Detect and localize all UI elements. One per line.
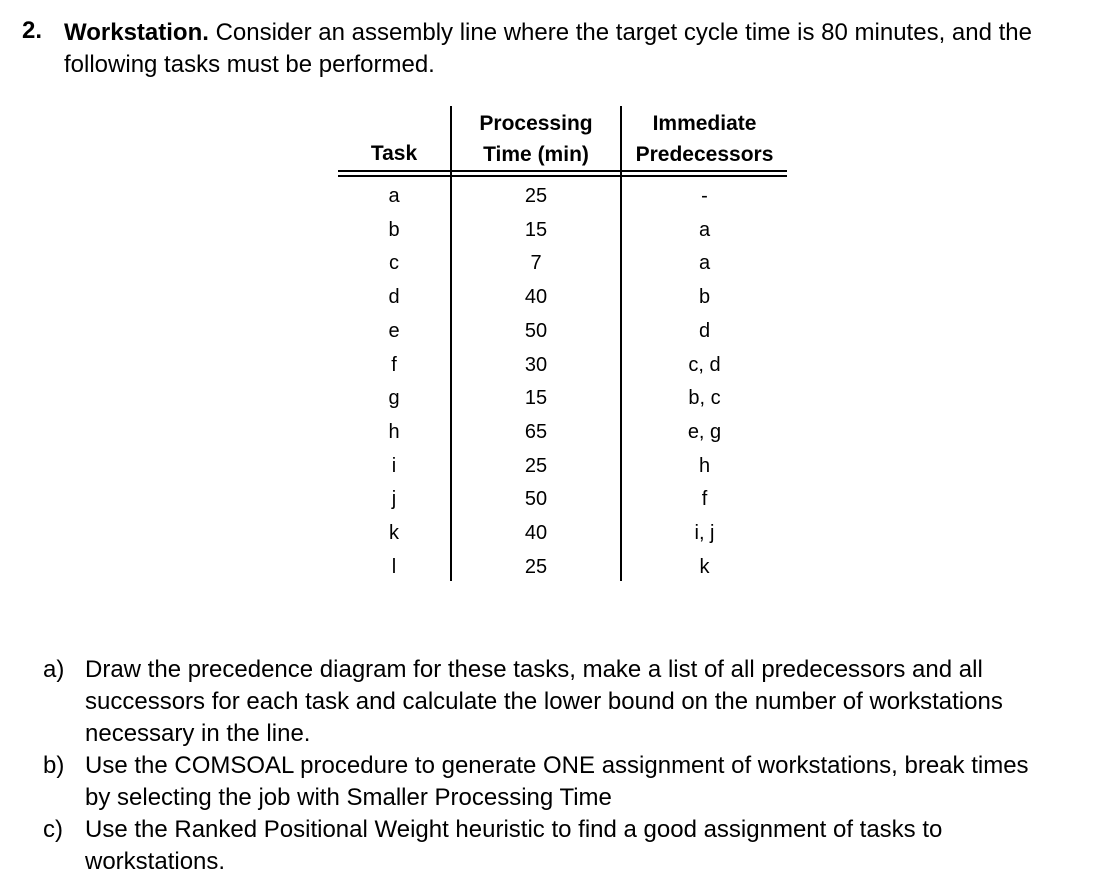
- table-cell-pred: b: [698, 286, 711, 309]
- table-cell-task: e: [388, 319, 400, 342]
- table-cell-pred: c, d: [688, 353, 721, 376]
- table-cell-task: a: [388, 185, 400, 207]
- table-cell-time: 7: [530, 252, 542, 275]
- part-text: [85, 654, 1105, 750]
- question-title: Workstation.: [64, 19, 209, 46]
- table-cell-pred: d: [698, 319, 711, 342]
- table-cell-time: 40: [524, 522, 548, 544]
- part-text-line: workstations.: [85, 848, 226, 875]
- table-cell-task: k: [389, 522, 399, 544]
- header-time-line2: Time (min): [483, 143, 589, 166]
- header-rule-top: [338, 170, 787, 172]
- table-cell-time: 30: [524, 353, 548, 376]
- table-cell-task: c: [389, 252, 399, 275]
- table-cell-time: 15: [524, 218, 548, 241]
- table-cell-pred: h: [698, 454, 711, 477]
- header-task: Task: [370, 142, 418, 165]
- part-text-line: successors for each task and calculate the lower bound on the number of workstations: [85, 688, 1003, 715]
- table-cell-pred: k: [699, 555, 710, 578]
- table-cell-task: h: [388, 420, 400, 443]
- table-cell-task: d: [388, 286, 400, 309]
- question-text-line2: following tasks must be performed.: [64, 51, 435, 78]
- part-text-line: Use the Ranked Positional Weight heuristic to find a good assignment of tasks to: [85, 816, 943, 843]
- table-cell-time: 25: [524, 185, 548, 207]
- table-cell-pred: -: [701, 185, 708, 207]
- header-time-line1: Processing: [479, 112, 593, 135]
- question-number: 2.: [22, 17, 43, 44]
- header-pred-line2: Predecessors: [635, 143, 774, 166]
- part-label: b): [43, 752, 65, 779]
- table-cell-time: 25: [524, 555, 548, 578]
- table-cell-task: i: [391, 454, 397, 477]
- table-cell-task: l: [391, 555, 397, 578]
- part-text-line: necessary in the line.: [85, 720, 311, 747]
- header-pred-line1: Immediate: [652, 112, 757, 135]
- table-cell-pred: e, g: [687, 420, 722, 443]
- part-text: [85, 814, 1105, 878]
- table-cell-task: g: [388, 387, 400, 410]
- table-cell-time: 40: [524, 286, 548, 309]
- table-cell-time: 15: [524, 387, 548, 410]
- table-cell-time: 65: [524, 420, 548, 443]
- table-cell-task: j: [391, 488, 397, 511]
- table-cell-time: 25: [524, 454, 548, 477]
- part-text: [85, 750, 1105, 814]
- table-cell-task: f: [391, 353, 397, 376]
- table-cell-task: b: [388, 218, 400, 241]
- question-text-line1: Consider an assembly line where the target cycle time is 80 minutes, and the: [208, 19, 1032, 46]
- table-cell-pred: a: [698, 252, 711, 275]
- table-cell-pred: i, j: [694, 522, 715, 544]
- table-cell-time: 50: [524, 319, 548, 342]
- task-table: [338, 106, 787, 581]
- question-text: [64, 17, 1109, 81]
- part-text-line: by selecting the job with Smaller Processing Time: [85, 784, 612, 811]
- part-text-line: Draw the precedence diagram for these tasks, make a list of all predecessors and all: [85, 656, 983, 683]
- table-cell-pred: f: [701, 488, 708, 511]
- part-label: a): [43, 656, 65, 683]
- part-text-line: Use the COMSOAL procedure to generate ONE assignment of workstations, break times: [85, 752, 1029, 779]
- header-rule-bottom: [338, 175, 787, 177]
- part-label: c): [43, 816, 63, 843]
- table-cell-time: 50: [524, 488, 548, 511]
- table-cell-pred: b, c: [688, 387, 721, 410]
- table-cell-pred: a: [698, 218, 711, 241]
